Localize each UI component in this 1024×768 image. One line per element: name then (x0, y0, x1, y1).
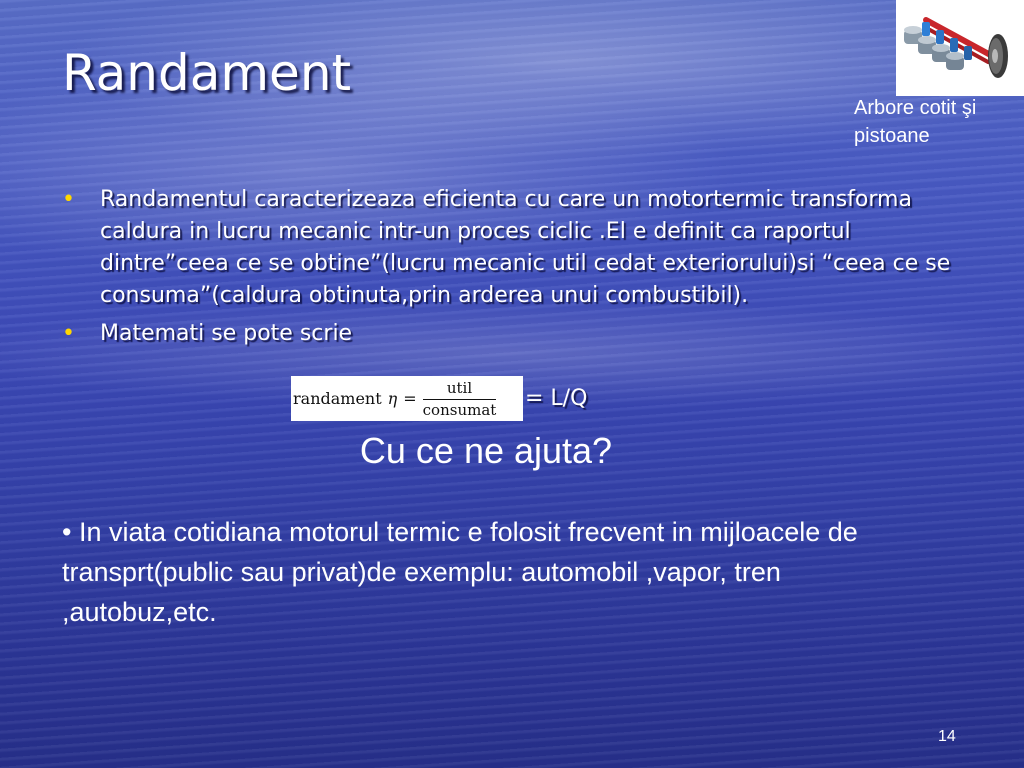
formula-fraction (423, 379, 497, 419)
formula-symbol: η (387, 389, 398, 408)
formula-ratio-text: = L/Q (525, 386, 588, 411)
formula-numerator: util (446, 378, 473, 397)
bullet-list (62, 184, 962, 356)
image-caption: Arbore cotit şi pistoane (854, 97, 977, 147)
formula-denominator: consumat (422, 400, 497, 419)
bullet-marker-icon: • (62, 321, 75, 346)
bullet-item-formula-intro (62, 318, 962, 350)
slide-title: Randament (62, 44, 352, 102)
section-question: Cu ce ne ajuta? (359, 430, 613, 471)
bullet-text: Matemati se pote scrie (100, 321, 353, 346)
crankshaft-illustration (896, 0, 1024, 96)
formula-word: randament (293, 389, 382, 408)
bullet-item-definition (62, 184, 962, 312)
formula-equals: = (403, 389, 417, 408)
bullet-marker-icon: • (62, 187, 75, 212)
formula-image (291, 376, 523, 421)
usage-paragraph: • In viata cotidiana motorul termic e folosit frecvent in mijloacele de transprt(public sau privat)de exemplu: automobil ,vapor, tren ,autobuz,etc. (62, 517, 858, 627)
bullet-text: Randamentul caracterizeaza eficienta cu care un motortermic transforma caldura in lucru mecanic intr-un proces ciclic .El e definit ca raportul dintre”ceea ce se obtine”(lucru mecanic util cedat exteriorului)si “ceea ce se consuma”(caldura obtinuta,prin arderea unui combustibil). (100, 187, 951, 308)
page-number: 14 (938, 728, 956, 745)
formula (291, 376, 587, 421)
crankshaft-and-pistons-image (896, 0, 1024, 96)
